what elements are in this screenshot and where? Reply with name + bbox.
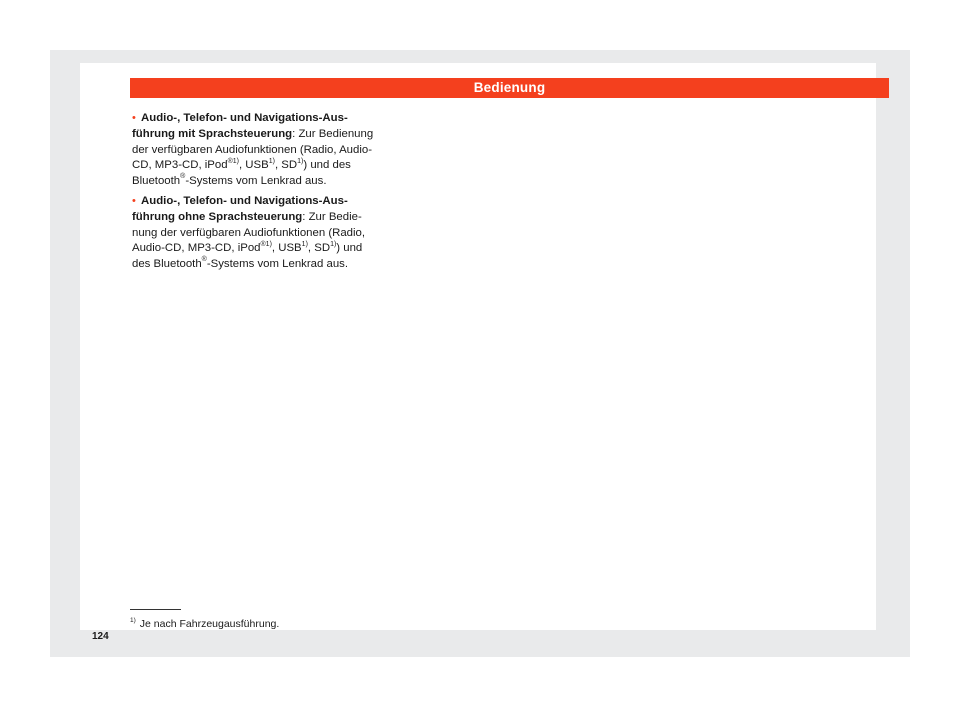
list-item [132, 111, 382, 190]
item-text: ) und des Bluetooth [132, 242, 363, 271]
item-text: Zur Bedienung der verfügbaren Audiofunktionen (Radio, Audio-CD, MP3-CD, iPod [132, 210, 366, 255]
superscript: ®1) [227, 157, 239, 165]
footnote-text: Je nach Fahrzeugausführung. [139, 618, 280, 630]
superscript: ®1) [260, 240, 272, 248]
document-page [80, 63, 876, 642]
superscript: 1) [330, 240, 337, 248]
footnote-marker: 1) [130, 616, 136, 624]
superscript: ® [180, 173, 186, 181]
item-text: , USB [271, 242, 302, 255]
item-title: Audio-, Telefon- und Navigations-Ausführung ohne Sprachsteuerung [132, 194, 348, 223]
list-item [132, 194, 382, 273]
item-text: ) und des Bluetooth [132, 159, 351, 188]
item-colon: : [292, 127, 296, 140]
section-header: Bedienung [130, 78, 889, 98]
item-text: -Systems vom Lenkrad aus. [206, 258, 349, 271]
item-text: , SD [307, 242, 331, 255]
item-text: Zur Bedienung der verfügbaren Audiofunktionen (Radio, Audio-CD, MP3-CD, iPod [132, 127, 374, 172]
bullet-icon: • [132, 194, 136, 207]
footnote [130, 618, 279, 631]
superscript: 1) [301, 240, 308, 248]
page-frame [50, 50, 910, 657]
item-text: -Systems vom Lenkrad aus. [185, 175, 327, 188]
superscript: 1) [297, 157, 304, 165]
footnote-divider [130, 609, 181, 610]
item-text: , USB [238, 159, 269, 172]
superscript: 1) [268, 157, 275, 165]
superscript: ® [201, 256, 207, 264]
page-number: 124 [92, 631, 109, 642]
item-title: Audio-, Telefon- und Navigations-Ausführung mit Sprachsteuerung [132, 112, 348, 140]
item-colon: : [302, 210, 306, 223]
item-text: , SD [274, 159, 298, 172]
bullet-icon: • [132, 112, 136, 124]
text-column [132, 111, 382, 277]
